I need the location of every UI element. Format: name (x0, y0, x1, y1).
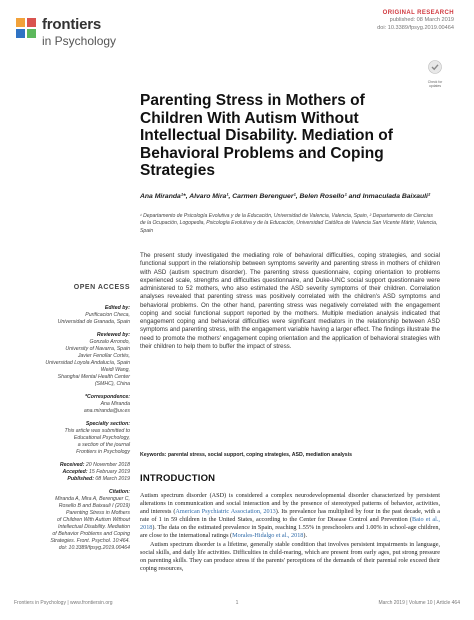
sidebar-line: Ana Miranda (100, 401, 130, 407)
specialty-section (20, 421, 130, 456)
check-for-updates-icon (428, 60, 442, 74)
sidebar-line: Frontiers in Psychology (76, 449, 130, 455)
correspondence-email-link[interactable]: ana.miranda@uv.es (83, 408, 130, 414)
footer-page-number: 1 (235, 600, 239, 606)
keywords-list: parental stress, social support, coping strategies, ASD, mediation analysis (167, 452, 353, 458)
sidebar-line: Strategies. Front. Psychol. 10:464. (50, 538, 130, 544)
article-title: Parenting Stress in Mothers of Children With Autism Without Intellectual Disability. Mediation of Behavioral Problems and Coping Strategies (140, 92, 393, 179)
reviewed-by-label: Reviewed by: (96, 332, 130, 338)
sidebar-line: Shanghai Mental Health Center (57, 374, 130, 380)
intro-text: ). Its prevalence has multiplied by four in the past decade, with a rate of 1 in 59 children in the United States, according to the Center for Disease Control and Prevention ( (140, 508, 441, 524)
intro-text: ). The data on the estimated prevalence in Spain, reaching 1.55% in preschoolers and 1.00% in school-age children, are close to the international ratings ( (140, 524, 440, 540)
page-footer (14, 600, 460, 610)
sidebar-line: of Behavior Problems and Coping (52, 531, 130, 537)
article-type: ORIGINAL RESEARCH (382, 10, 454, 16)
check-for-updates-badge[interactable] (424, 60, 446, 88)
article-meta (254, 10, 454, 32)
accepted-value: 15 February 2019 (89, 469, 130, 475)
frontiers-logo-icon (14, 16, 38, 40)
sidebar-line: (SMHC), China (94, 381, 130, 387)
sidebar-line: Universidad de Granada, Spain (57, 319, 130, 325)
sidebar-line: Purificacion Checa, (85, 312, 130, 318)
introduction-paragraph-2: Autism spectrum disorder is a lifetime, generally stable condition that involves persistent impairments in language, social skills, and daily life activities. Difficulties in child-rearing, which are present from early ages, put strong pressure on parenting skills. They can produce stress if the parents' perceptions of the demands of their parental role exceed their coping resources, (140, 540, 440, 572)
edited-by-label: Edited by: (104, 305, 130, 311)
keywords-label: Keywords: (140, 452, 167, 458)
citation-doi-link[interactable]: doi: 10.3389/fpsyg.2019.00464 (58, 545, 130, 551)
author-affiliations: ¹ Departamento de Psicología Evolutiva y de la Educación, Universidad de Valencia, Valencia, Spain, ² Departamento de Ciencias de la Ocupación, Logopedia, Psicología Evolutiva y de la Educación, Universidad Católica de Valencia San Vicente Mártir, Valencia, Spain (140, 213, 438, 234)
accepted-date (20, 469, 130, 476)
sidebar-line: Intellectual Disability. Mediation (58, 524, 130, 530)
sidebar-line: Rosello B and Baixauli I (2019) (58, 503, 130, 509)
article-published-date: published: 08 March 2019 (389, 17, 454, 23)
published-label: Published: (67, 476, 94, 482)
introduction-heading: INTRODUCTION (140, 473, 216, 484)
received-label: Received: (59, 462, 85, 468)
article-dates (20, 462, 130, 483)
sidebar-line: University of Navarra, Spain (65, 346, 130, 352)
correspondence-label: *Correspondence: (85, 394, 130, 400)
edited-by (20, 305, 130, 326)
citation-link[interactable]: Morales-Hidalgo et al., 2018 (232, 532, 304, 540)
article-sidebar (20, 284, 130, 558)
introduction-body (140, 492, 440, 573)
reviewed-by (20, 332, 130, 388)
sidebar-line: Miranda A, Mira A, Berenguer C, (55, 496, 130, 502)
published-date (20, 476, 130, 483)
intro-text: Autism spectrum disorder (ASD) is considered a complex neurodevelopmental disorder characterized by persistent alterations in communication and social interaction and by the presence of stereotyped patterns of behavior, activities, and interests ( (140, 492, 440, 516)
sidebar-line: Universidad Loyola Andalucía, Spain (45, 360, 130, 366)
sidebar-line: a section of the journal (77, 442, 130, 448)
author-list: Ana Miranda¹*, Alvaro Mira¹, Carmen Berenguer¹, Belen Rosello¹ and Inmaculada Baixauli² (140, 193, 431, 200)
citation-link[interactable]: American Psychiatric Association, 2013 (175, 508, 276, 516)
specialty-section-label: Specialty section: (85, 421, 130, 427)
received-date (20, 462, 130, 469)
sidebar-line: Parenting Stress in Mothers (65, 510, 130, 516)
footer-journal-link[interactable]: Frontiers in Psychology | www.frontiersin.org (14, 600, 113, 606)
abstract-text: The present study investigated the mediating role of behavioral difficulties, coping strategies, and social functional support in the relationship between symptoms severity and parenting stress in mothers of children with ASD (autism spectrum disorder). The parenting stress questionnaire, coping orientation to problems experienced scale, strengths and difficulties questionnaire, and Duke-UNC social support questionnaire were administered to 52 mothers, who also estimated the ASD severity symptoms of their children. Correlation analyses revealed that parenting stress was positively correlated with the children's ASD symptoms and behavioral problems. On the other hand, parenting stress was negatively correlated with the engagement coping and social functional support reported by the mothers. Multiple mediation analysis indicated that engagement coping and behavioral difficulties were significant mediators in the relationship between ASD symptoms and parenting stress, with the engagement variable having a larger effect. The findings illustrate the need to promote the mothers' engagement coping orientation and the application of behavioral strategies with their children to help them to buffer the impact of stress. (140, 252, 440, 350)
logo-brand-text: frontiers (42, 16, 102, 33)
introduction-paragraph-1 (140, 492, 440, 541)
article-doi[interactable]: doi: 10.3389/fpsyg.2019.00464 (377, 25, 454, 31)
open-access-label: OPEN ACCESS (73, 284, 130, 291)
intro-text: ). (303, 532, 308, 540)
footer-issue-info: March 2019 | Volume 10 | Article 464 (378, 600, 460, 606)
citation-link[interactable]: Baio et al., 2018 (140, 516, 440, 532)
keywords (140, 452, 440, 459)
frontiers-logo (14, 14, 154, 54)
citation (20, 489, 130, 552)
sidebar-line: Educational Psychology, (73, 435, 130, 441)
received-value: 20 November 2018 (85, 462, 130, 468)
sidebar-line: of Children With Autism Without (57, 517, 130, 523)
published-value: 08 March 2019 (95, 476, 130, 482)
correspondence (20, 394, 130, 415)
logo-journal-text: in Psychology (42, 34, 117, 48)
sidebar-line: This article was submitted to (64, 428, 130, 434)
sidebar-line: Javier Fenollar Cortés, (77, 353, 130, 359)
check-for-updates-label: Check for updates (427, 80, 443, 88)
accepted-label: Accepted: (62, 469, 88, 475)
sidebar-line: Gonzalo Arrondo, (89, 339, 130, 345)
citation-label: Citation: (108, 489, 130, 495)
sidebar-line: Weidi Wang, (100, 367, 130, 373)
